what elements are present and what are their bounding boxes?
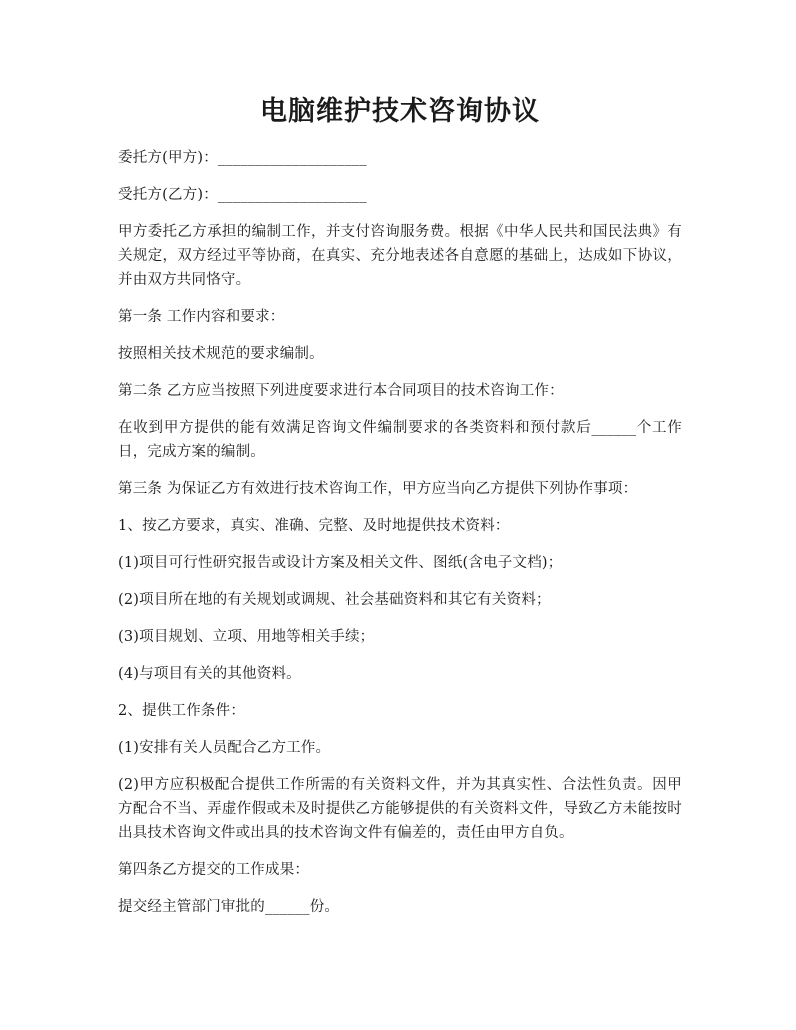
document-title: 电脑维护技术咨询协议 bbox=[260, 96, 540, 127]
article-3-item-1: 1、按乙方要求，真实、准确、完整、及时地提供技术资料： bbox=[118, 518, 510, 534]
client-party-line: 委托方(甲方)：____________________ bbox=[118, 150, 367, 166]
article-2-content: 在收到甲方提供的能有效满足咨询文件编制要求的各类资料和预付款后______个工作日，完成方案的编制。 bbox=[118, 420, 682, 460]
article-2-heading: 第二条 乙方应当按照下列进度要求进行本合同项目的技术咨询工作： bbox=[118, 383, 564, 399]
article-3-item-2-sub-2: (2)甲方应积极配合提供工作所需的有关资料文件，并为其真实性、合法性负责。因甲方配合不当、弄虚作假或未及时提供乙方能够提供的有关资料文件，导致乙方未能按时出具技术咨询文件或出具的技术咨询文件有偏差的，责任由甲方自负。 bbox=[118, 777, 682, 841]
article-3-item-1-sub-2: (2)项目所在地的有关规划或调规、社会基础资料和其它有关资料； bbox=[118, 592, 551, 608]
article-3-heading: 第三条 为保证乙方有效进行技术咨询工作，甲方应当向乙方提供下列协作事项： bbox=[118, 481, 638, 497]
article-4-heading: 第四条乙方提交的工作成果： bbox=[118, 862, 310, 878]
article-3-item-2: 2、提供工作条件： bbox=[118, 703, 246, 719]
document-body bbox=[118, 146, 682, 932]
article-1-content: 按照相关技术规范的要求编制。 bbox=[118, 346, 324, 362]
article-4-content: 提交经主管部门审批的______份。 bbox=[118, 899, 340, 915]
article-3-item-1-sub-3: (3)项目规划、立项、用地等相关手续； bbox=[118, 629, 375, 645]
article-3-item-1-sub-1: (1)项目可行性研究报告或设计方案及相关文件、图纸(含电子文档)； bbox=[118, 555, 563, 571]
article-1-heading: 第一条 工作内容和要求： bbox=[118, 309, 285, 325]
article-3-item-1-sub-4: (4)与项目有关的其他资料。 bbox=[118, 666, 301, 682]
preamble-paragraph: 甲方委托乙方承担的编制工作，并支付咨询服务费。根据《中华人民共和国民法典》有关规定，双方经过平等协商，在真实、充分地表述各自意愿的基础上，达成如下协议，并由双方共同恪守。 bbox=[118, 224, 682, 288]
article-3-item-2-sub-1: (1)安排有关人员配合乙方工作。 bbox=[118, 740, 331, 756]
contractor-party-line: 受托方(乙方)：____________________ bbox=[118, 187, 367, 203]
